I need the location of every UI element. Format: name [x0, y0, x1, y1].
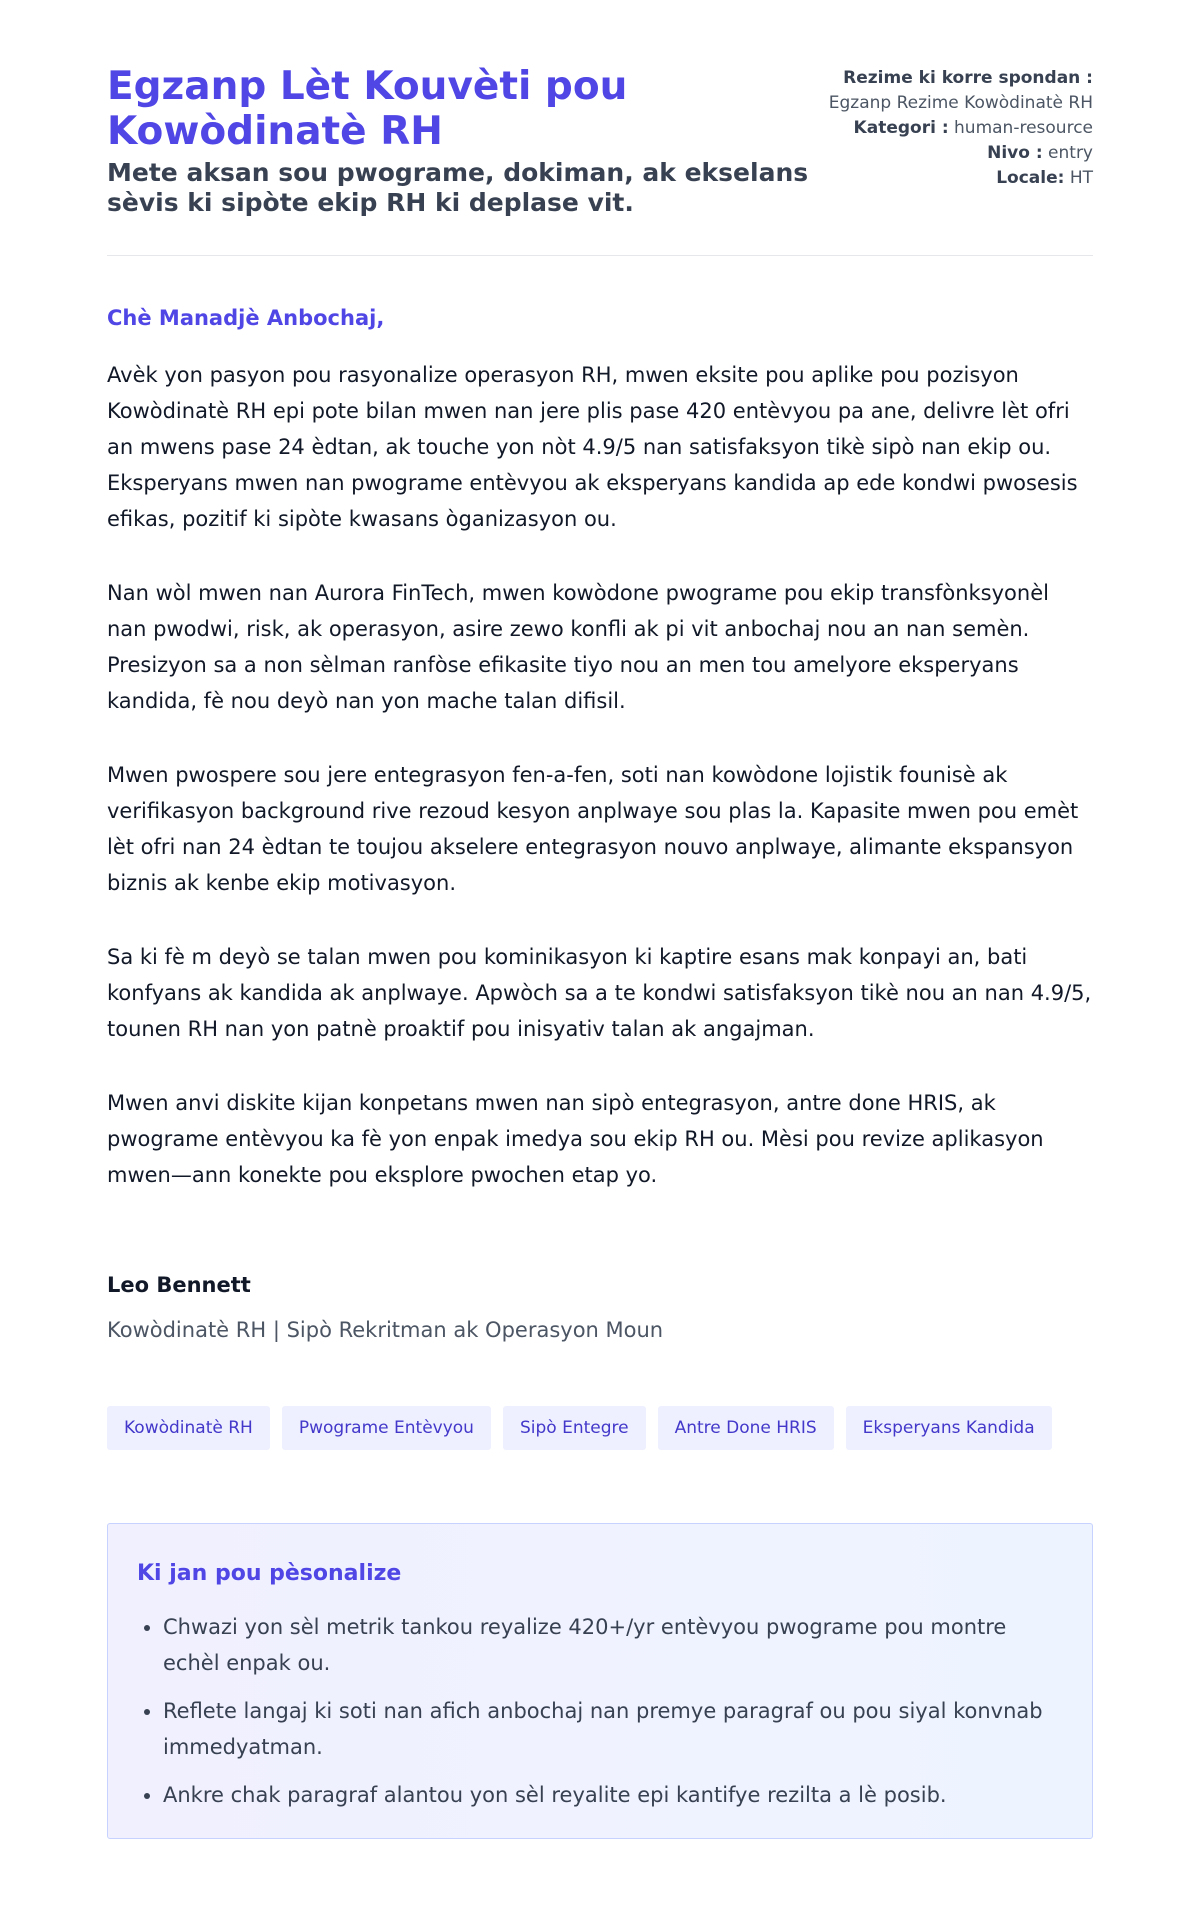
- skill-tag[interactable]: Eksperyans Kandida: [846, 1406, 1052, 1450]
- tips-title: Ki jan pou pèsonalize: [137, 1561, 402, 1586]
- meta-info: [773, 66, 1093, 191]
- meta-category-value: human-resource: [954, 118, 1093, 138]
- meta-resume-value[interactable]: Egzanp Rezime Kowòdinatè RH: [828, 93, 1093, 113]
- tip-item: • Reflete langaj ki soti nan afich anbochaj nan premye paragraf ou pou siyal konvnab immedyatman.: [163, 1693, 1063, 1765]
- tips-list: [137, 1609, 1063, 1813]
- meta-locale-value: HT: [1069, 168, 1093, 188]
- skill-tag[interactable]: Pwograme Entèvyou: [282, 1406, 491, 1450]
- skill-tag[interactable]: Sipò Entegre: [503, 1406, 646, 1450]
- signature-role: Kowòdinatè RH | Sipò Rekritman ak Operasyon Moun: [107, 1318, 664, 1342]
- letter-paragraph: Avèk yon pasyon pou rasyonalize operasyon RH, mwen eksite pou aplike pou pozisyon Kowòdinatè RH epi pote bilan mwen nan jere plis pase 420 entèvyou pa ane, delivre lèt ofri an mwens pase 24 èdtan, ak touche yon nòt 4.9/5 nan satisfaksyon tikè sipò nan ekip ou. Eksperyans mwen nan pwograme entèvyou ak eksperyans kandida ap ede kondwi pwosesis efikas, pozitif ki sipòte kwasans òganizasyon ou.: [107, 363, 1078, 531]
- meta-category-key: Kategori :: [853, 118, 949, 138]
- signature-name: Leo Bennett: [107, 1273, 251, 1297]
- meta-resume-link[interactable]: [773, 91, 1093, 116]
- cover-letter-page: [107, 0, 1093, 1807]
- letter-salutation: Chè Manadjè Anbochaj,: [107, 306, 385, 330]
- meta-category: [773, 116, 1093, 141]
- meta-locale-key: Locale:: [996, 168, 1065, 188]
- skill-tag[interactable]: Kowòdinatè RH: [107, 1406, 270, 1450]
- letter-paragraph: Mwen pwospere sou jere entegrasyon fen-a-fen, soti nan kowòdone lojistik founisè ak verifikasyon background rive rezoud kesyon anplwaye sou plas la. Kapasite mwen pou emèt lèt ofri nan 24 èdtan te toujou akselere entegrasyon nouvo anplwaye, alimante ekspansyon biznis ak kenbe ekip motivasyon.: [107, 763, 1079, 895]
- meta-resume-label: [773, 66, 1093, 91]
- tip-item: • Ankre chak paragraf alantou yon sèl reyalite epi kantifye rezilta a lè posib.: [163, 1777, 1063, 1813]
- skill-tag[interactable]: Antre Done HRIS: [658, 1406, 834, 1450]
- letter-paragraph: Mwen anvi diskite kijan konpetans mwen nan sipò entegrasyon, antre done HRIS, ak pwograme entèvyou ka fè yon enpak imedya sou ekip RH ou. Mèsi pou revize aplikasyon mwen—ann konekte pou eksplore pwochen etap yo.: [107, 1091, 1044, 1187]
- meta-level-value: entry: [1048, 143, 1093, 163]
- customization-tips-box: [107, 1523, 1093, 1839]
- meta-locale: [773, 166, 1093, 191]
- meta-level: [773, 141, 1093, 166]
- letter-body: [107, 357, 1093, 1231]
- page-subtitle: Mete aksan sou pwograme, dokiman, ak ekselans sèvis ki sipòte ekip RH ki deplase vit.: [107, 158, 809, 217]
- tip-item: • Chwazi yon sèl metrik tankou reyalize 420+/yr entèvyou pwograme pou montre echèl enpak ou.: [163, 1609, 1063, 1681]
- skill-tags: [107, 1406, 1052, 1450]
- meta-level-key: Nivo :: [987, 143, 1043, 163]
- letter-paragraph: Nan wòl mwen nan Aurora FinTech, mwen kowòdone pwograme pou ekip transfònksyonèl nan pwodwi, risk, ak operasyon, asire zewo konfli ak pi vit anbochaj nou an nan semèn. Presizyon sa a non sèlman ranfòse efikasite tiyo nou an men tou amelyore eksperyans kandida, fè nou deyò nan yon mache talan difisil.: [107, 581, 1049, 713]
- page-title: Egzanp Lèt Kouvèti pou Kowòdinatè RH: [107, 64, 628, 154]
- page-header: [107, 0, 1093, 256]
- meta-resume-key: Rezime ki korre spondan :: [843, 68, 1093, 88]
- letter-paragraph: Sa ki fè m deyò se talan mwen pou kominikasyon ki kaptire esans mak konpayi an, bati konfyans ak kandida ak anplwaye. Apwòch sa a te kondwi satisfaksyon tikè nou an nan 4.9/5, tounen RH nan yon patnè proaktif pou inisyativ talan ak angajman.: [107, 945, 1092, 1041]
